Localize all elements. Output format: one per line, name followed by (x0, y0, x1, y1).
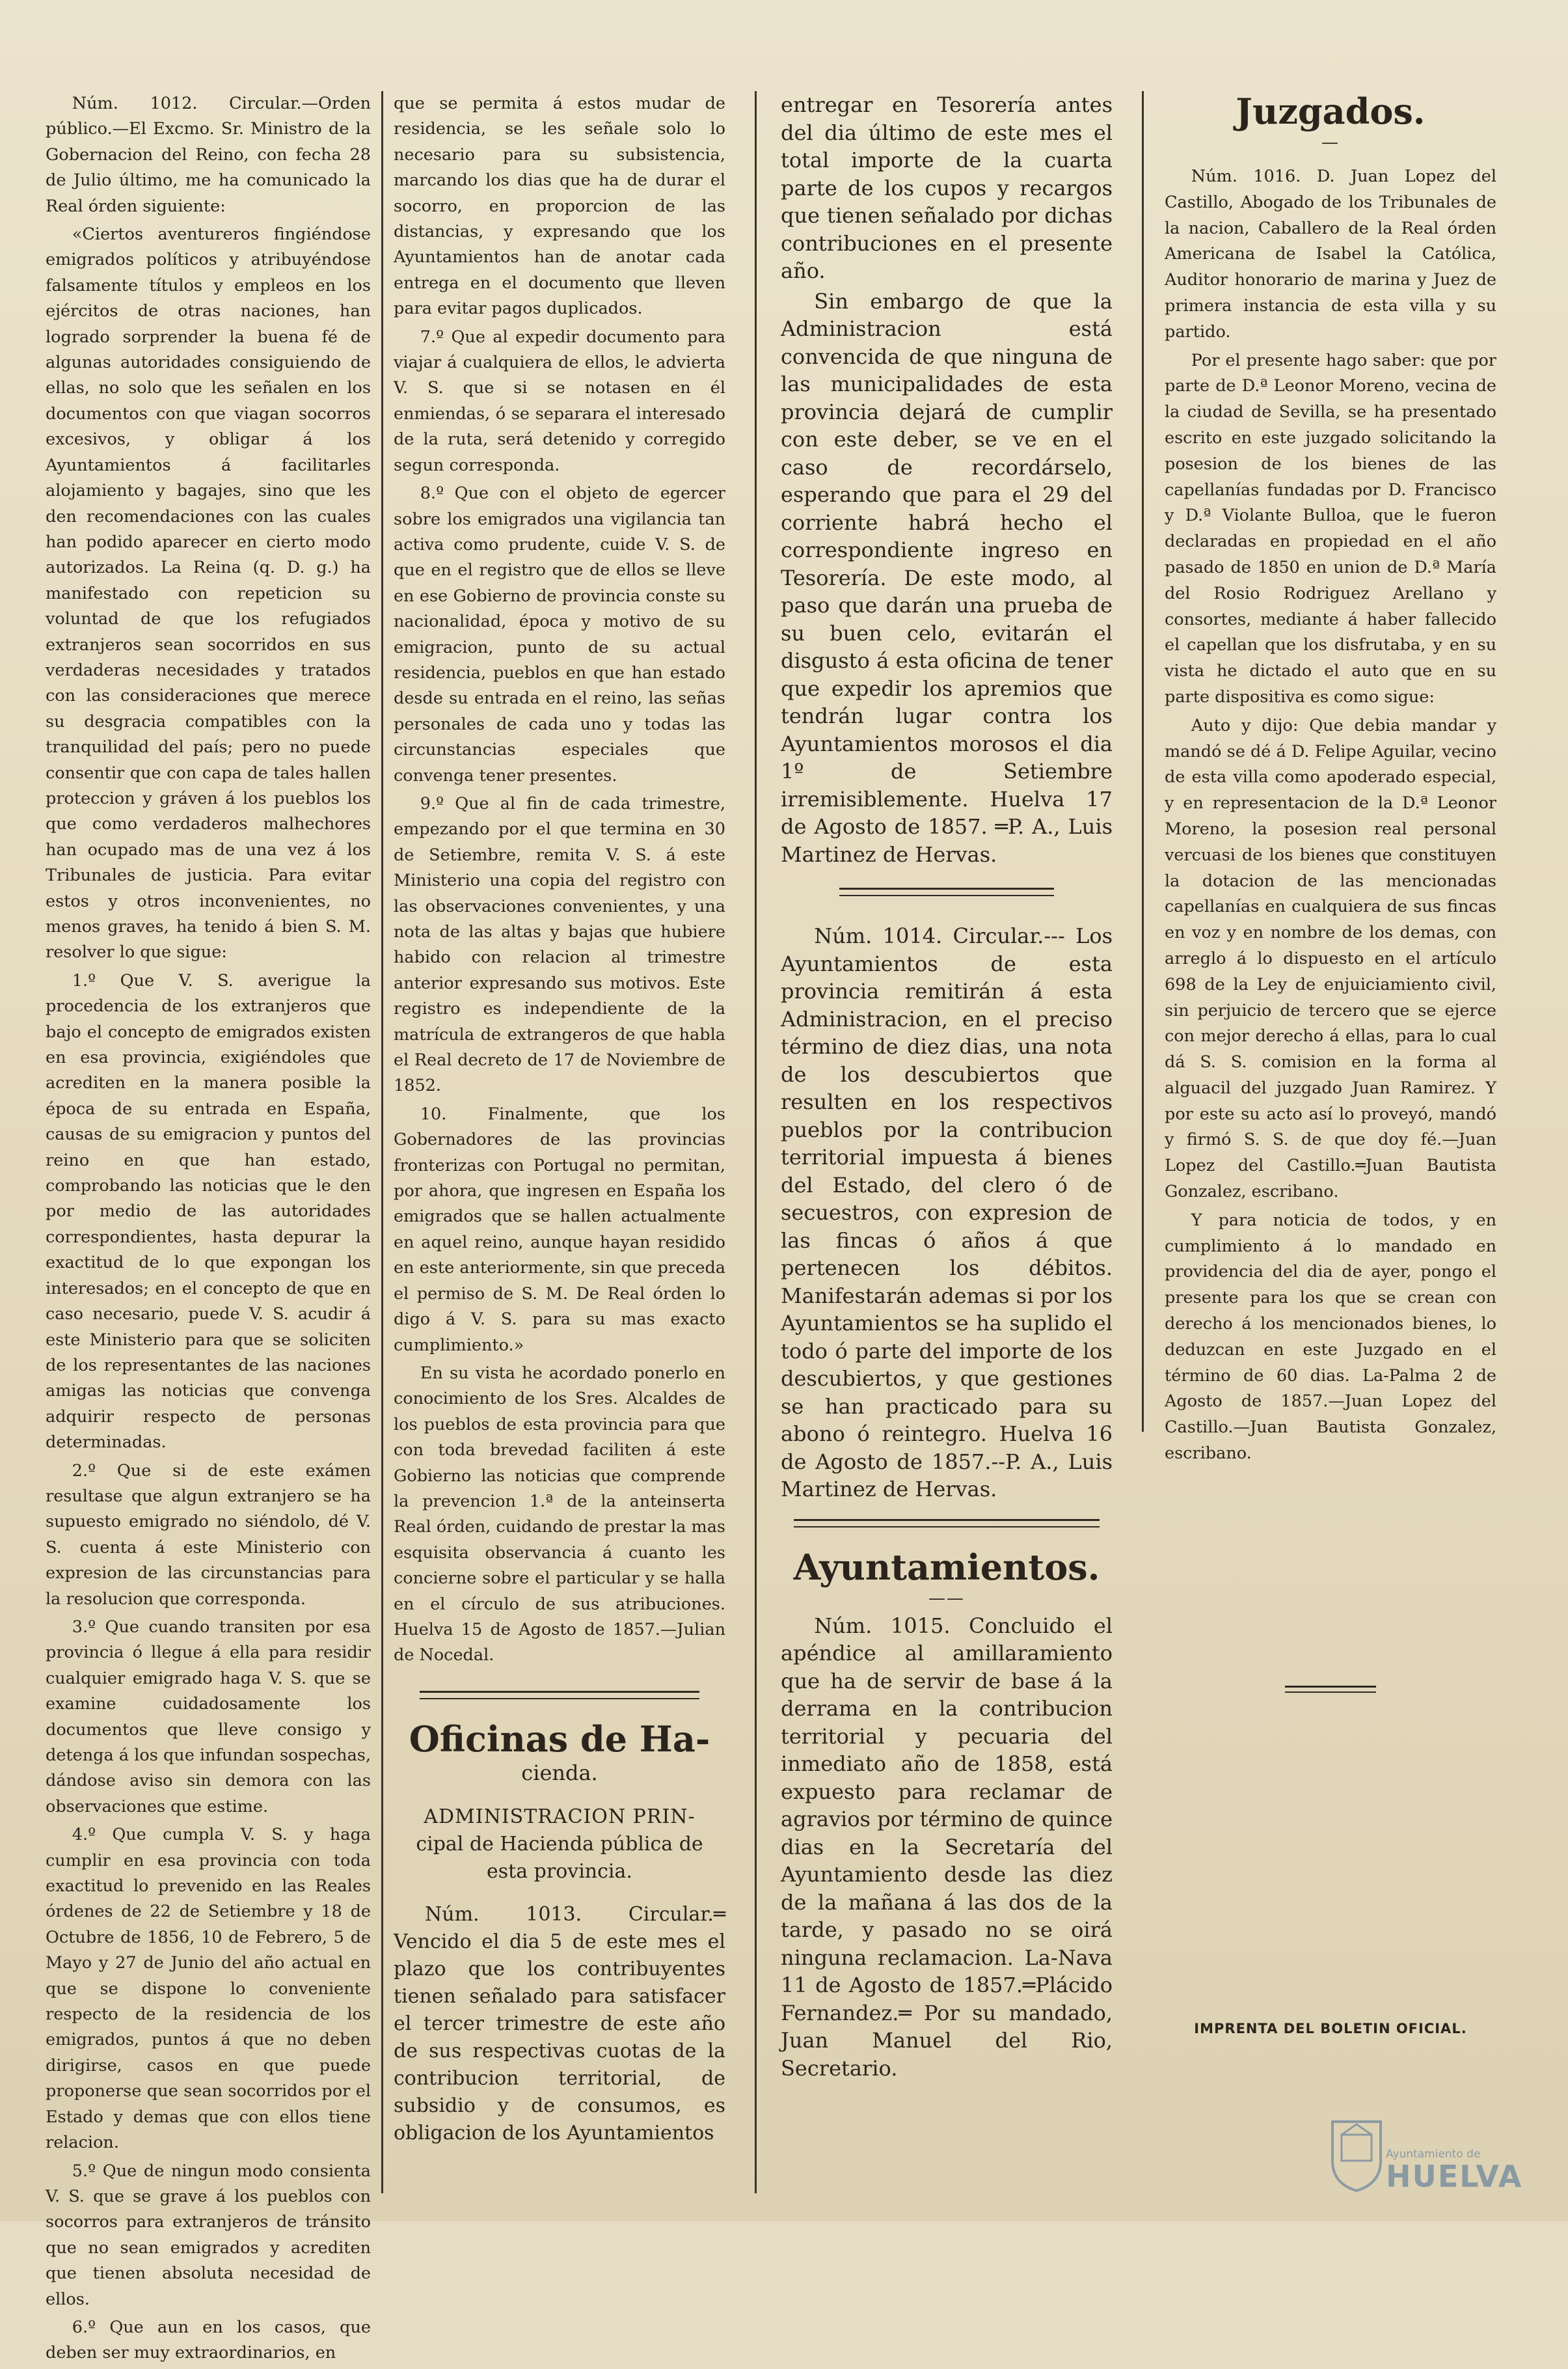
circular-1012-item-5: 5.º Que de ningun modo consienta V. S. que se grave á los pueblos con socorros para extranjeros de tránsito que no sean emigrados y acrediten que tienen absoluta necesidad de ellos. (46, 2161, 371, 2309)
edict-1016-notice: Por el presente hago saber: que por parte de D.ª Leonor Moreno, vecina de la ciudad de Sevilla, se ha presentado escrito en este juzgado solicitando la posesion de los bienes de las capellanías fundadas por D. Francisco y D.ª Violante Bulloa, que le fueron declaradas en propiedad en el año pasado de 1850 en union de D.ª María del Rosio Rodriguez Arellano y consortes, mediante á haber fallecido el capellan que los disfrutaba, y en su vista he dictado el auto que en su parte dispositiva es como sigue: (1165, 350, 1496, 707)
section-heading-ayuntamientos: Ayuntamientos. (793, 1546, 1100, 1588)
circular-1012-continued: que se permita á estos mudar de residencia, se les señale solo lo necesario para su subsistencia, marcando los dias que ha de durar el socorro, en proporcion de las distancias, y expresando que los Ayuntamientos han de anotar cada entrega en el documento que lleven para evitar pagos duplicados. (394, 94, 725, 319)
circular-1012-item-6: 6.º Que aun en los casos, que deben ser muy extraordinarios, en (46, 2317, 371, 2363)
circular-1013-body: Sin embargo de que la Administracion está convencida de que ninguna de las municipalidades de esta provincia dejará de cumplir con este deber, se ve en el caso de recordárselo, esperando que para el 29 del corriente habrá hecho el correspondiente ingreso en Tesorería. De este modo, al paso que darán una prueba de su buen celo, evitarán el disgusto á esta oficina de tener que expedir los apremios que tendrán lugar contra los Ayuntamientos morosos el dia 1º de Setiembre irremisiblemente. Huelva 17 de Agosto de 1857. ═P. A., Luis Martinez de Hervas. (781, 288, 1113, 867)
section-separator (420, 1691, 699, 1699)
circular-1012-item-10: 10. Finalmente, que los Gobernadores de las provincias fronterizas con Portugal no permitan, por ahora, que ingresen en España los emigrados que se hallen actualmente en aquel reino, aunque hayan residido en este anteriormente, sin que preceda el permiso de S. M. De Real órden lo digo á V. S. para su mas exacto cumplimiento.» (394, 1104, 725, 1355)
column-rule-2 (755, 91, 757, 2193)
column-rule-3 (1142, 91, 1144, 1432)
column-2 (394, 91, 725, 2150)
heading-dash: — (1321, 133, 1340, 152)
column-rule-1 (381, 91, 383, 2193)
circular-1012-item-9: 9.º Que al fin de cada trimestre, empezando por el que termina en 30 de Setiembre, remita V. S. á este Ministerio una copia del registro con las observaciones convenientes, y una nota de las altas y bajas que hubiere habido con relacion al trimestre anterior expresando sus motivos. Este registro es independiente de la matrícula de extrangeros de que habla el Real decreto de 17 de Noviembre de 1852. (394, 793, 725, 1096)
circular-1013: Núm. 1013. Circular.═ Vencido el dia 5 de este mes el plazo que los contribuyentes tienen señalado para satisfacer el tercer trimestre de este año de sus respectivas cuotas de la contribucion territorial, de subsidio y de consumos, es obligacion de los Ayuntamientos (394, 1902, 725, 2144)
column-1 (46, 91, 371, 2369)
edict-1016-auto: Auto y dijo: Que debia mandar y mandó se dé á D. Felipe Aguilar, vecino de esta villa como apoderado especial, y en representacion de la D.ª Leonor Moreno, la posesion real personal vercuasi de los bienes que constituyen la dotacion de las mencionadas capellanías en cualquiera de sus fincas en voz y en nombre de los demas, con arreglo á lo dispuesto en el artículo 698 de la Ley de enjuiciamiento civil, sin perjuicio de tercero que se ejerce con mejor derecho á ellas, para lo cual dá S. S. comision en la forma al alguacil del juzgado Juan Ramirez. Y por este su acto así lo proveyó, mandó y firmó S. S. de que doy fé.—Juan Lopez del Castillo.═Juan Bautista Gonzalez, escribano. (1165, 715, 1496, 1202)
watermark-line-1: Ayuntamiento de (1386, 2148, 1481, 2161)
section-heading-hacienda: Oficinas de Ha- (409, 1718, 710, 1760)
circular-1012-item-8: 8.º Que con el objeto de egercer sobre los emigrados una vigilancia tan activa como prudente, cuide V. S. de que en el registro que de ellos se lleve en ese Gobierno de provincia conste su nacionalidad, época y motivo de su emigracion, punto de su actual residencia, pueblos en que han estado desde su entrada en el reino, las señas personales de cada uno y todas las circunstancias especiales que convenga tener presentes. (394, 484, 725, 786)
city-shield-icon (1327, 2115, 1386, 2193)
circular-1012-closing: En su vista he acordado ponerlo en conocimiento de los Sres. Alcaldes de los pueblos de esta provincia para que con toda brevedad faciliten á este Gobierno las noticias que comprende la prevencion 1.ª de la anteinserta Real órden, cuidando de prestar la mas esquisita observancia á cuanto les concierne sobre el particular y se halla en el círculo de sus atribuciones. Huelva 15 de Agosto de 1857.—Julian de Nocedal. (394, 1363, 725, 1665)
circular-1012-item-3: 3.º Que cuando transiten por esa provincia ó llegue á ella para residir cualquier emigrado haga V. S. que se examine cuidadosamente los documentos que lleve consigo y detenga á los que infundan sospechas, dándose aviso sin demora con las observaciones que estime. (46, 1617, 371, 1816)
circular-1013-continued: entregar en Tesorería antes del dia último de este mes el total importe de la cuarta parte de los cupos y recargos que tienen señalado por dichas contribuciones en el presente año. (781, 92, 1113, 283)
circular-1014: Núm. 1014. Circular.--- Los Ayuntamientos de esta provincia remitirán á esta Administracion, en el preciso término de diez dias, una nota de los descubiertos que resulten en los respectivos pueblos por la contribucion territorial impuesta á bienes del Estado, del clero ó de secuestros, con expresion de las fincas ó años á que pertenecen los débitos. Manifestarán ademas si por los Ayuntamientos se ha suplido el todo ó parte del importe de los descubiertos, y que gestiones se han practicado para su abono ó reintegro. Huelva 16 de Agosto de 1857.--P. A., Luis Martinez de Hervas. (781, 924, 1113, 1501)
section-heading-juzgados: Juzgados. (1236, 90, 1426, 132)
notice-1015: Núm. 1015. Concluido el apéndice al amillaramiento que ha de servir de base á la derrama en la contribucion territorial y pecuaria del inmediato año de 1858, está expuesto para reclamar de agravios por término de quince dias en la Secretaría del Ayuntamiento desde las diez de la mañana á las dos de la tarde, y pasado no se oirá ninguna reclamacion. La-Nava 11 de Agosto de 1857.═Plácido Fernandez.═ Por su mandado, Juan Manuel del Rio, Secretario. (781, 1613, 1113, 2081)
heading-dash: —— (928, 1588, 965, 1608)
watermark-line-2: HUELVA (1386, 2159, 1523, 2194)
administracion-heading: ADMINISTRACION PRIN- (424, 1805, 696, 1828)
edict-1016-closing: Y para noticia de todos, y en cumplimiento á lo mandado en providencia del dia de ayer, pongo el presente para los que se crean con derecho á los mencionados bienes, lo deduzcan en este Juzgado en el término de 60 dias. La-Palma 2 de Agosto de 1857.—Juan Lopez del Castillo.—Juan Bautista Gonzalez, escribano. (1165, 1210, 1496, 1464)
watermark (1386, 2148, 1522, 2192)
section-separator (1285, 1686, 1376, 1693)
section-separator (839, 888, 1054, 896)
circular-1012-item-1: 1.º Que V. S. averigue la procedencia de los extranjeros que bajo el concepto de emigrados existen en esa provincia, exigiéndoles que acrediten en la manera posible la época de su entrada en España, causas de su emigracion y puntos del reino en que han estado, comprobando las noticias que le den por medio de las autoridades correspondientes, hasta depurar la exactitud de lo que expongan los interesados; en el concepto de que en caso necesario, puede V. S. acudir á este Ministerio para que se soliciten de los representantes de las naciones amigas las noticias que convenga adquirir respecto de personas determinadas. (46, 970, 371, 1453)
circular-1012-intro: Núm. 1012. Circular.—Orden público.—El Excmo. Sr. Ministro de la Gobernacion del Reino, con fecha 28 de Julio último, me ha comunicado la Real órden siguiente: (46, 94, 371, 216)
printer-imprint: IMPRENTA DEL BOLETIN OFICIAL. (1194, 2021, 1467, 2036)
section-separator (794, 1519, 1100, 1527)
circular-1012-item-2: 2.º Que si de este exámen resultase que algun extranjero se ha supuesto emigrado no siéndolo, dé V. S. cuenta á este Ministerio con expresion de las circunstancias para la resolucion que corresponda. (46, 1460, 371, 1609)
edict-1016-intro: Núm. 1016. D. Juan Lopez del Castillo, Abogado de los Tribunales de la nacion, Caballero de la Real órden Americana de Isabel la Católica, Auditor honorario de marina y Juez de primera instancia de esta villa y su partido. (1165, 167, 1496, 342)
column-4 (1165, 91, 1496, 1470)
section-heading-hacienda-cont: cienda. (521, 1760, 598, 1785)
column-3 (781, 91, 1113, 2085)
circular-1012-item-7: 7.º Que al expedir documento para viajar á cualquiera de ellos, le advierta V. S. que si se notasen en él enmiendas, ó se separara el interesado de la ruta, será detenido y corregido segun corresponda. (394, 327, 725, 475)
circular-1012-item-4: 4.º Que cumpla V. S. y haga cumplir en esa provincia con toda exactitud lo prevenido en las Reales órdenes de 22 de Setiembre y 18 de Octubre de 1856, 10 de Febrero, 5 de Mayo y 27 de Junio del año actual en que se dispone lo conveniente respecto de la residencia de los emigrados, puntos á que no deben dirigirse, casos en que puede proponerse que sean socorridos por el Estado y demas que con ellos tiene relacion. (46, 1825, 371, 2153)
circular-1012-body: «Ciertos aventureros fingiéndose emigrados políticos y atribuyéndose falsamente títulos y empleos en los ejércitos de otras naciones, han logrado sorprender la buena fé de algunas autoridades consiguiendo de ellas, no solo que les señalen en los documentos con que viagan socorros excesivos, y obligar á los Ayuntamientos á facilitarles alojamiento y bagajes, sino que les den recomendaciones con las cuales han podido aparecer en cierto modo autorizados. La Reina (q. D. g.) ha manifestado con repeticion su voluntad de que los refugiados extranjeros sean socorridos en sus verdaderas necesidades y tratados con las consideraciones que merece su desgracia compatibles con la tranquilidad del país; pero no puede consentir que con capa de tales hallen proteccion y gráven á los pueblos los que como verdaderos malhechores han ocupado mas de una vez á los Tribunales de justicia. Para evitar estos y otros inconvenientes, no menos graves, ha tenido á bien S. M. resolver lo que sigue: (46, 225, 371, 963)
administracion-subheading: cipal de Hacienda pública de esta provincia. (416, 1832, 703, 1883)
